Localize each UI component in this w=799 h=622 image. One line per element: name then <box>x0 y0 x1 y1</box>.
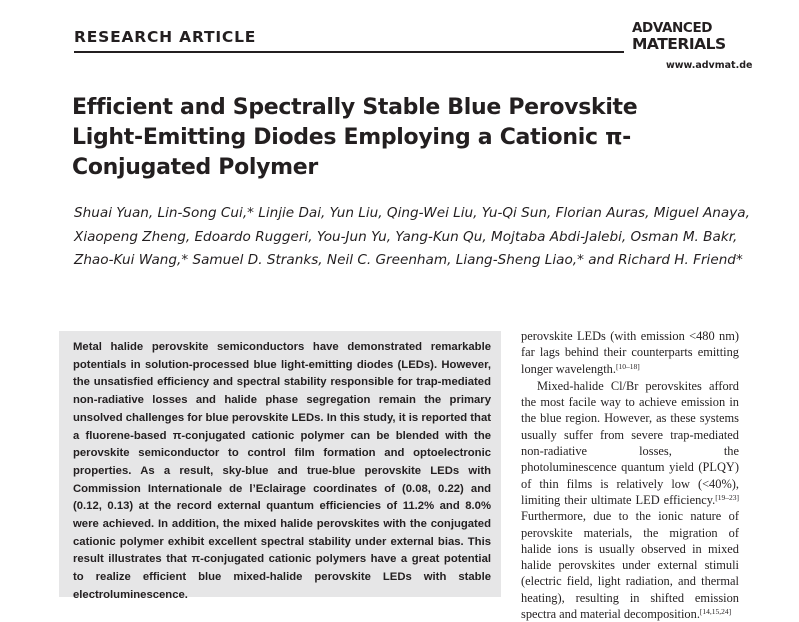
header-rule <box>74 51 624 53</box>
journal-website: www.advmat.de <box>666 60 753 71</box>
abstract-text: Metal halide perovskite semiconductors have demonstrated remarkable potentials in solution-processed blue light-emitting diodes (LEDs). However, the unsatisfied efficiency and spectral stability responsible for trap-mediated non-radiative losses and halide phase segregation remain the primary unsolved challenges for blue perovskite LEDs. In this study, it is reported that a fluorene-based π-conjugated cationic polymer can be blended with the perovskite semiconductor to control film formation and optoelectronic properties. As a result, sky-blue and true-blue perovskite LEDs with Commission Internationale de l’Eclairage coordinates of (0.08, 0.22) and (0.12, 0.13) at the record external quantum efficiencies of 11.2% and 8.0% were achieved. In addition, the mixed halide perovskites with the conjugated cationic polymer exhibit excellent spectral stability under external bias. This result illustrates that π-conjugated cationic polymers have a great potential to realize efficient blue mixed-halide perovskite LEDs with stable electroluminescence. <box>73 341 491 601</box>
body-paragraph-1 <box>521 328 739 377</box>
journal-logo-line2: MATERIALS <box>632 34 726 53</box>
citation-ref: [10–18] <box>615 361 640 371</box>
body-paragraph-2-text-a: Mixed-halide Cl/Br perovskites afford the most facile way to achieve emission in the blue region. However, as these systems usually suffer from severe trap-mediated non-radiative losses, the photoluminescence quantum yield (PLQY) of thin films is relatively low (<40%), limiting their ultimate LED efficiency. <box>521 378 739 507</box>
body-paragraph-2 <box>521 378 739 622</box>
journal-logo <box>632 22 742 52</box>
journal-logo-line1: ADVANCED <box>632 20 713 36</box>
author-list: Shuai Yuan, Lin-Song Cui,* Linjie Dai, Yun Liu, Qing-Wei Liu, Yu-Qi Sun, Florian Auras, Miguel Anaya, Xiaopeng Zheng, Edoardo Ruggeri, You-Jun Yu, Yang-Kun Qu, Mojtaba Abdi-Jalebi, Osman M. Bakr, Zhao-Kui Wang,* Samuel D. Stranks, Neil C. Greenham, Liang-Sheng Liao,* and Richard H. Friend* <box>74 205 750 268</box>
body-paragraph-1-text: perovskite LEDs (with emission <480 nm) far lags behind their counterparts emitting longer wavelength. <box>521 329 739 376</box>
citation-ref: [14,15,24] <box>699 607 732 617</box>
body-paragraph-2-text-b: Furthermore, due to the ionic nature of perovskite materials, the migration of halide ions is usually observed in mixed halide perovskites under external stimuli (electric field, light radiation, and thermal heating), resulting in shifted emission spectra and material decomposition. <box>521 509 739 622</box>
article-title: Efficient and Spectrally Stable Blue Perovskite Light-Emitting Diodes Employing a Cationic π-Conjugated Polymer <box>72 95 638 180</box>
citation-ref: [19–23] <box>715 492 739 502</box>
body-column <box>521 328 739 622</box>
section-label: RESEARCH ARTICLE <box>74 28 257 46</box>
abstract-box <box>59 331 501 601</box>
